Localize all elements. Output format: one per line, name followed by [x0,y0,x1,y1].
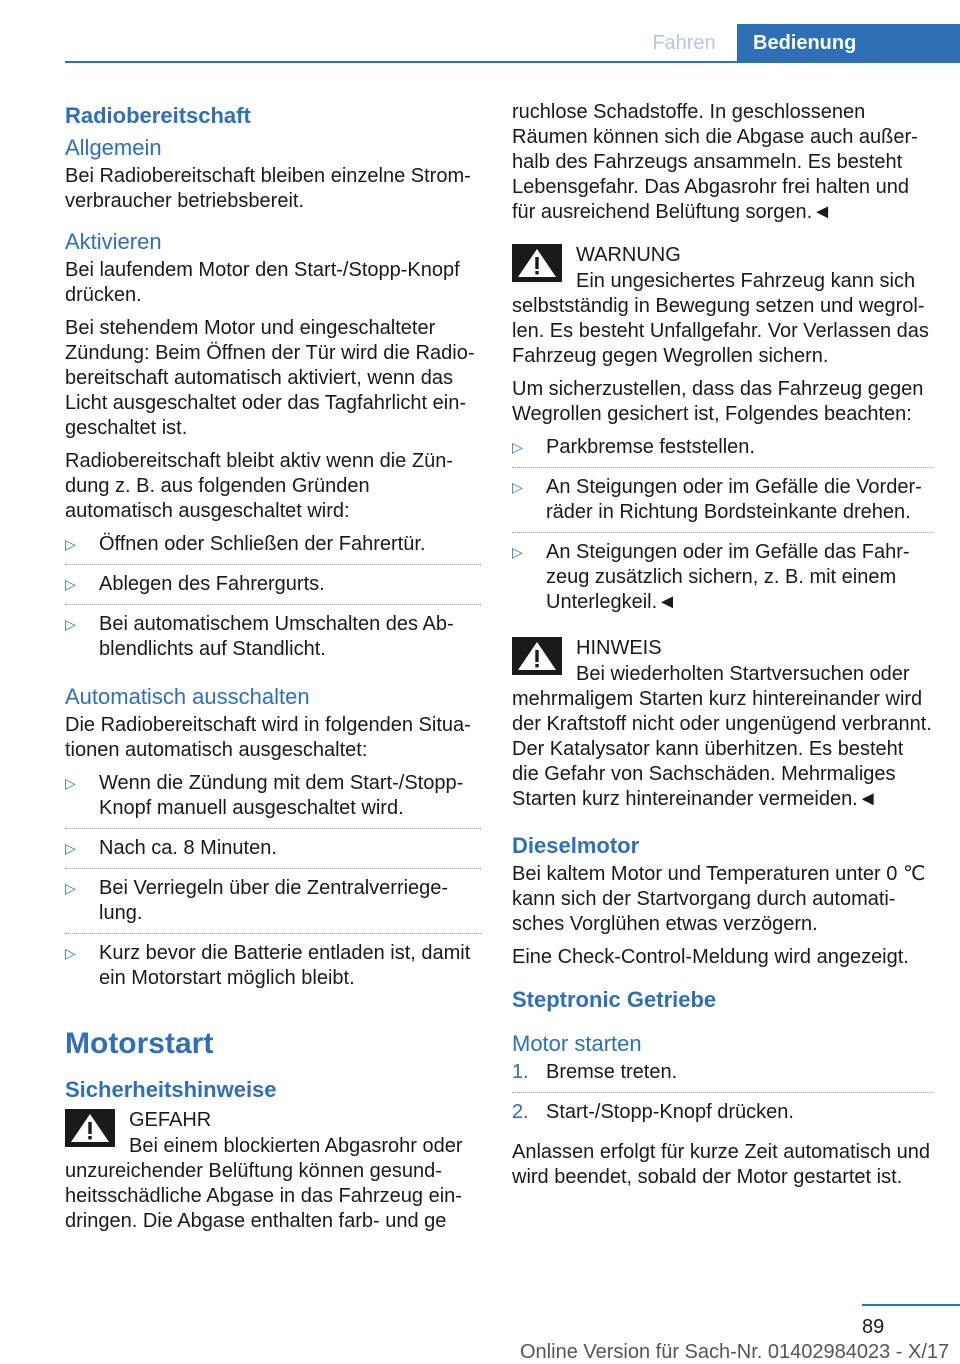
list-item: ▷ An Steigungen oder im Gefälle das Fahrzeug zusätzlich sichern, z. B. mit einem Unterlegkeil.◄ [512,541,910,613]
heading-allgemein: Allgemein [65,135,162,160]
bullet-triangle-icon: ▷ [512,439,523,455]
tab-bedienung[interactable]: Bedienung [737,24,960,61]
paragraph-automatisch: Die Radiobereitschaft wird in folgenden Situationen automatisch ausgeschaltet: [65,714,471,761]
warning-triangle-icon [65,1109,115,1147]
online-version-note: Online Version für Sach-Nr. 01402984023 - X/17 [520,1341,950,1363]
heading-automatisch-ausschalten: Automatisch ausschalten [65,684,310,709]
list-radio-aus [65,771,481,998]
list-item: ▷ Parkbremse feststellen. [512,435,932,468]
paragraph-gefahr-fortsetzung: ruchlose Schadstoffe. In geschlossenen Räumen können sich die Abgase auch außerhalb des Fahrzeugs ansammeln. Es besteht Lebensgefahr. Das Abgasrohr frei halten und für ausreichend Belüftung sorgen.◄ [512,101,918,223]
heading-motorstart: Motorstart [65,1027,214,1060]
heading-dieselmotor: Dieselmotor [512,833,640,858]
paragraph-allgemein: Bei Radiobereitschaft bleiben einzelne Stromverbraucher betriebsbereit. [65,165,471,212]
list-item: ▷ Wenn die Zündung mit dem Start-/Stopp-Knopf manuell ausgeschaltet wird. [65,771,481,829]
bullet-triangle-icon: ▷ [65,880,76,896]
list-item: 1. Bremse treten. [512,1060,932,1093]
heading-radiobereitschaft: Radiobereitschaft [65,103,251,128]
paragraph-anlassen: Anlassen erfolgt für kurze Zeit automatisch und wird beendet, sobald der Motor gestartet ist. [512,1141,930,1188]
right-column [512,100,932,1198]
bullet-triangle-icon: ▷ [65,840,76,856]
warning-hinweis [512,634,932,812]
paragraph-wegrollen: Um sicherzustellen, dass das Fahrzeug gegen Wegrollen gesichert ist, Folgendes beachten: [512,378,924,425]
step-number: 1. [512,1061,529,1083]
list-radio-aktiv [65,532,481,669]
header-rule [65,61,960,63]
steps-motor-starten [512,1060,932,1132]
bullet-triangle-icon: ▷ [512,479,523,495]
list-item: ▷ Kurz bevor die Batterie entladen ist, damit ein Motorstart möglich bleibt. [65,942,471,989]
page-header [0,0,960,62]
warning-label: GEFAHR [129,1109,212,1131]
warning-warnung [512,241,932,369]
bullet-triangle-icon: ▷ [65,945,76,961]
list-item: ▷ An Steigungen oder im Gefälle die Vorderräder in Richtung Bordsteinkante drehen. [512,475,932,533]
list-item: ▷ Nach ca. 8 Minuten. [65,836,481,869]
bullet-triangle-icon: ▷ [65,536,76,552]
bullet-triangle-icon: ▷ [65,616,76,632]
paragraph-aktivieren-2: Bei stehendem Motor und eingeschalteter Zündung: Beim Öffnen der Tür wird die Radiobereitschaft automatisch aktiviert, wenn das Licht ausgeschaltet oder das Tagfahrlicht eingeschaltet ist. [65,317,475,439]
warning-triangle-icon [512,637,562,675]
paragraph-diesel-2: Eine Check-Control-Meldung wird angezeigt. [512,946,909,968]
footer-rule [862,1304,960,1306]
bullet-triangle-icon: ▷ [65,576,76,592]
heading-aktivieren: Aktivieren [65,229,162,254]
paragraph-aktivieren-3: Radiobereitschaft bleibt aktiv wenn die Zündung z. B. aus folgenden Gründen automatisch ausgeschaltet wird: [65,450,453,522]
tab-fahren[interactable]: Fahren [652,32,716,54]
bullet-triangle-icon: ▷ [65,775,76,791]
list-item: ▷ Öffnen oder Schließen der Fahrertür. [65,532,481,565]
list-item: ▷ Bei automatischem Umschalten des Abblendlichts auf Standlicht. [65,613,454,660]
bullet-triangle-icon: ▷ [512,544,523,560]
list-item: ▷ Bei Verriegeln über die Zentralverriegelung. [65,876,481,934]
warning-triangle-icon [512,244,562,282]
heading-steptronic: Steptronic Getriebe [512,987,717,1012]
left-column [65,100,481,1242]
warning-label: WARNUNG [576,244,681,266]
warning-text: Bei einem blockierten Abgasrohr oder unzureichender Belüftung können gesundheitsschädliche Abgase in das Fahrzeug eindringen. Die Abgase enthalten farb- und ge [65,1135,463,1232]
warning-text: Bei wiederholten Startversuchen oder mehrmaligem Starten kurz hintereinander wird der Kraftstoff nicht oder ungenügend verbrannt. Der Katalysator kann überhitzen. Es besteht die Gefahr von Sachschäden. Mehrmaliges Starten kurz hintereinander vermeiden.◄ [512,663,932,810]
heading-motor-starten: Motor starten [512,1031,642,1056]
list-wegrollen [512,435,932,622]
paragraph-aktivieren-1: Bei laufendem Motor den Start-/Stopp-Knopf drücken. [65,259,460,306]
warning-label: HINWEIS [576,637,662,659]
list-item: ▷ Ablegen des Fahrergurts. [65,572,481,605]
step-number: 2. [512,1101,529,1123]
warning-gefahr [65,1106,481,1234]
warning-text: Ein ungesichertes Fahrzeug kann sich selbstständig in Bewegung setzen und wegrollen. Es besteht Unfallgefahr. Vor Verlassen das Fahrzeug gegen Wegrollen sichern. [512,270,929,367]
paragraph-diesel-1: Bei kaltem Motor und Temperaturen unter 0 ℃ kann sich der Startvorgang durch automatisches Vorglühen etwas verzögern. [512,863,926,935]
page-number: 89 [862,1316,885,1338]
heading-sicherheitshinweise: Sicherheitshinweise [65,1077,277,1102]
list-item: 2. Start-/Stopp-Knopf drücken. [512,1101,794,1123]
